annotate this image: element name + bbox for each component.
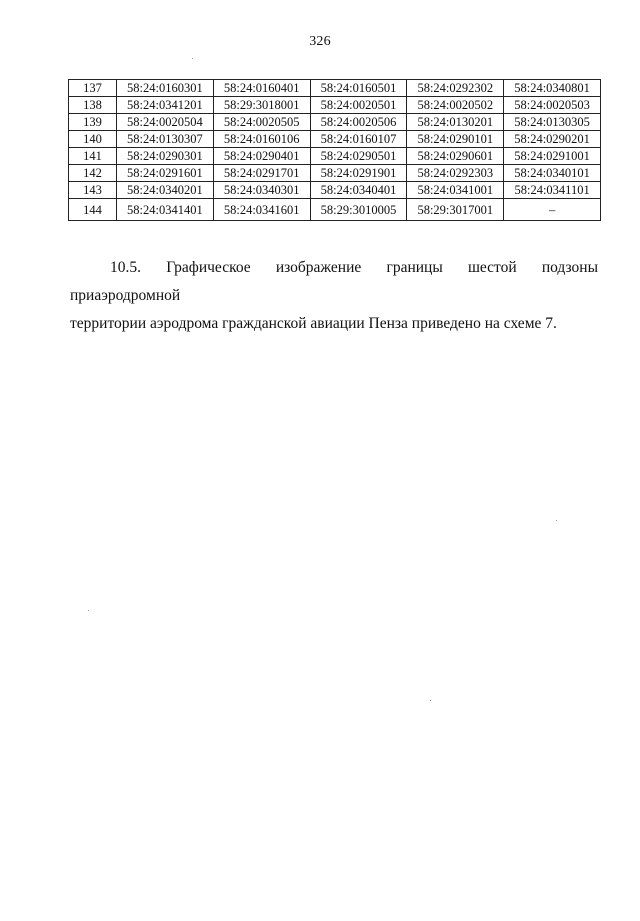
- table-cell: 58:24:0291601: [117, 165, 214, 182]
- table-cell: 58:24:0160501: [310, 80, 407, 97]
- scan-speck: [430, 700, 431, 701]
- row-number-cell: 144: [69, 199, 117, 221]
- table-cell: 58:24:0020501: [310, 97, 407, 114]
- table-row: [69, 199, 601, 221]
- table-row: [69, 80, 601, 97]
- table-row: [69, 148, 601, 165]
- table-cell: 58:24:0020503: [504, 97, 601, 114]
- scan-speck: [556, 520, 557, 521]
- scan-speck: [192, 58, 193, 59]
- table-row: [69, 97, 601, 114]
- table-cell: 58:24:0292302: [407, 80, 504, 97]
- table-cell: 58:24:0341401: [117, 199, 214, 221]
- row-number-cell: 140: [69, 131, 117, 148]
- body-paragraph: [70, 254, 598, 338]
- table-cell: 58:24:0160401: [213, 80, 310, 97]
- table-cell: 58:24:0341201: [117, 97, 214, 114]
- row-number-cell: 141: [69, 148, 117, 165]
- table-cell: 58:24:0130305: [504, 114, 601, 131]
- table-cell: 58:24:0020504: [117, 114, 214, 131]
- table-cell: 58:29:3018001: [213, 97, 310, 114]
- table-cell: 58:24:0160301: [117, 80, 214, 97]
- table-cell: 58:24:0291001: [504, 148, 601, 165]
- table-cell: 58:24:0290401: [213, 148, 310, 165]
- row-number-cell: 138: [69, 97, 117, 114]
- table-cell: 58:24:0341001: [407, 182, 504, 199]
- table-row: [69, 131, 601, 148]
- paragraph-line: 10.5. Графическое изображение границы шестой подзоны приаэродромной: [70, 259, 598, 304]
- table-cell: 58:24:0340101: [504, 165, 601, 182]
- table-cell: 58:24:0130307: [117, 131, 214, 148]
- page-number: 326: [309, 34, 331, 49]
- table-cell: 58:24:0290601: [407, 148, 504, 165]
- table-cell: 58:24:0160106: [213, 131, 310, 148]
- scan-speck: [88, 610, 89, 611]
- table-row: [69, 114, 601, 131]
- table-cell: 58:24:0020506: [310, 114, 407, 131]
- table-cell: 58:29:3010005: [310, 199, 407, 221]
- row-number-cell: 139: [69, 114, 117, 131]
- paragraph-line: территории аэродрома гражданской авиации Пенза приведено на схеме 7.: [70, 315, 557, 332]
- cadastral-table: [68, 79, 601, 221]
- row-number-cell: 142: [69, 165, 117, 182]
- table-cell: 58:24:0290101: [407, 131, 504, 148]
- table-cell: 58:24:0340301: [213, 182, 310, 199]
- row-number-cell: 137: [69, 80, 117, 97]
- table-cell: 58:24:0020505: [213, 114, 310, 131]
- table-cell: 58:24:0290501: [310, 148, 407, 165]
- table-cell: 58:24:0292303: [407, 165, 504, 182]
- table-cell: 58:29:3017001: [407, 199, 504, 221]
- table-cell: 58:24:0340201: [117, 182, 214, 199]
- table-row: [69, 182, 601, 199]
- row-number-cell: 143: [69, 182, 117, 199]
- table-cell: 58:24:0160107: [310, 131, 407, 148]
- table-cell: 58:24:0020502: [407, 97, 504, 114]
- table-cell: 58:24:0341601: [213, 199, 310, 221]
- table-cell: 58:24:0291901: [310, 165, 407, 182]
- table-cell: 58:24:0340801: [504, 80, 601, 97]
- table-cell: 58:24:0341101: [504, 182, 601, 199]
- table-cell: 58:24:0290301: [117, 148, 214, 165]
- table-cell: 58:24:0291701: [213, 165, 310, 182]
- table-cell: 58:24:0340401: [310, 182, 407, 199]
- table-cell: –: [504, 199, 601, 221]
- table-cell: 58:24:0290201: [504, 131, 601, 148]
- table-cell: 58:24:0130201: [407, 114, 504, 131]
- table-row: [69, 165, 601, 182]
